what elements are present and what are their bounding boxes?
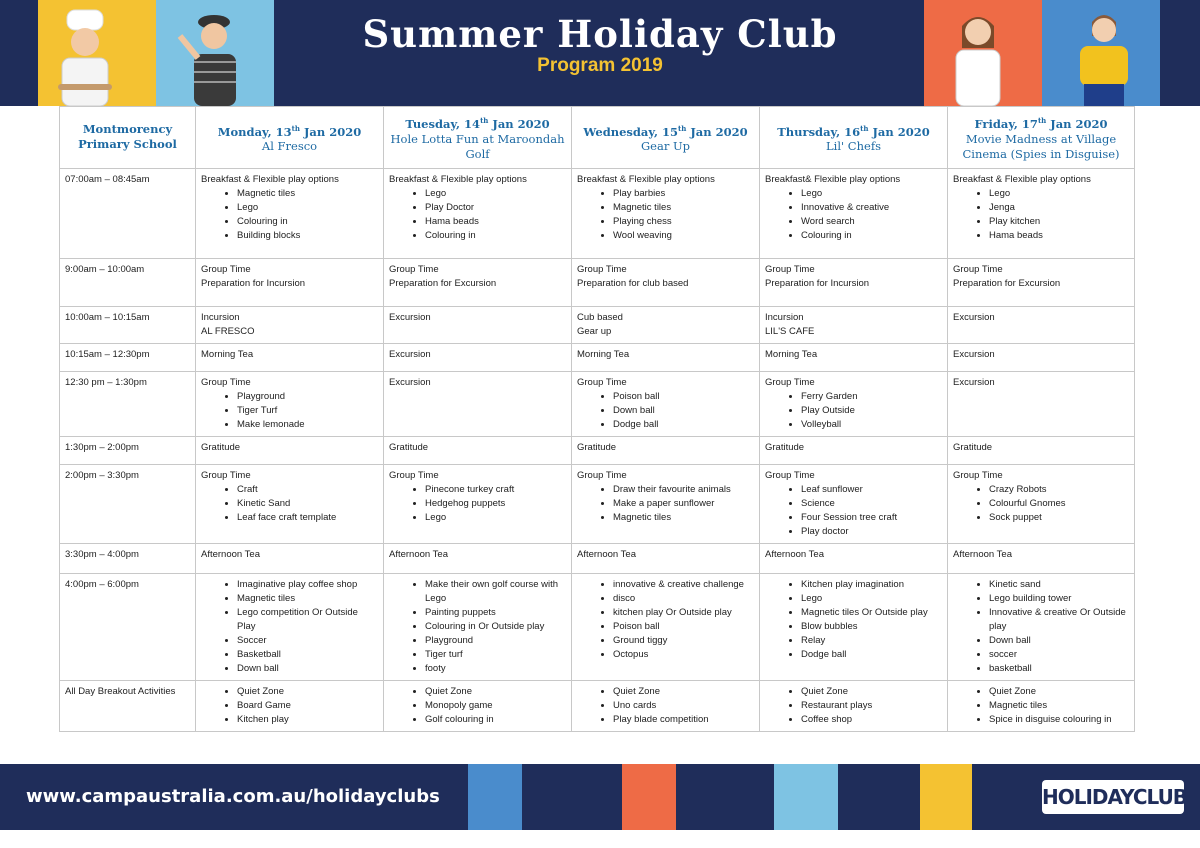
- activity-cell: [572, 258, 760, 306]
- list-item: • Science: [801, 497, 942, 511]
- list-item: • Spice in disguise colouring in: [989, 713, 1129, 727]
- table-row: [60, 343, 1135, 371]
- activity-list: [389, 578, 566, 676]
- activity-cell: [384, 168, 572, 258]
- list-item: • Quiet Zone: [801, 685, 942, 699]
- list-item: • Playground: [425, 634, 566, 648]
- list-item: • Poison ball: [613, 390, 754, 404]
- activity-cell: [196, 573, 384, 680]
- activity-text: Group Time: [765, 469, 815, 481]
- list-item: • Pinecone turkey craft: [425, 483, 566, 497]
- list-item: • Crazy Robots: [989, 483, 1129, 497]
- list-item: • Lego: [237, 201, 378, 215]
- footer-stripe-orange: [622, 764, 676, 830]
- activity-cell: [948, 436, 1135, 464]
- activity-list: [201, 483, 378, 525]
- time-slot: 10:00am – 10:15am: [60, 306, 196, 343]
- activity-text: Group Time: [577, 376, 627, 388]
- list-item: • Colourful Gnomes: [989, 497, 1129, 511]
- list-item: • Down ball: [613, 404, 754, 418]
- activity-text: AL FRESCO: [201, 325, 255, 337]
- activity-text: Excursion: [389, 348, 431, 360]
- activity-text: Group Time: [577, 469, 627, 481]
- activity-list: [389, 483, 566, 525]
- activity-text: Afternoon Tea: [765, 548, 824, 560]
- activity-cell: [384, 464, 572, 543]
- list-item: • Make lemonade: [237, 418, 378, 432]
- list-item: • Lego building tower: [989, 592, 1129, 606]
- schedule-table: [59, 106, 1135, 732]
- list-item: • Basketball: [237, 648, 378, 662]
- activity-text: Group Time: [201, 263, 251, 275]
- activity-cell: [760, 258, 948, 306]
- list-item: • Play barbies: [613, 187, 754, 201]
- day-date-text: Monday, 13: [217, 124, 292, 139]
- activity-cell: [948, 371, 1135, 436]
- activity-text: Group Time: [389, 263, 439, 275]
- activity-text: Morning Tea: [577, 348, 630, 360]
- day-header: [760, 107, 948, 169]
- list-item: • Magnetic tiles: [237, 592, 378, 606]
- day-header: [948, 107, 1135, 169]
- activity-text: Excursion: [953, 348, 995, 360]
- list-item: • Painting puppets: [425, 606, 566, 620]
- list-item: • Lego: [425, 511, 566, 525]
- activity-text: Breakfast & Flexible play options: [389, 173, 527, 185]
- activity-text: Breakfast & Flexible play options: [201, 173, 339, 185]
- day-theme: Lil' Chefs: [826, 139, 881, 154]
- activity-cell: [760, 573, 948, 680]
- activity-cell: [572, 306, 760, 343]
- activity-list: [201, 578, 378, 676]
- activity-text: Gratitude: [389, 441, 429, 453]
- activity-cell: [572, 680, 760, 731]
- day-theme: Gear Up: [640, 139, 691, 154]
- list-item: • Kinetic Sand: [237, 497, 378, 511]
- list-item: • basketball: [989, 662, 1129, 676]
- activity-list: [201, 390, 378, 432]
- activity-cell: [384, 436, 572, 464]
- activity-text: Incursion: [765, 311, 804, 323]
- activity-text: Preparation for club based: [577, 277, 689, 289]
- day-header: [572, 107, 760, 169]
- list-item: • Hedgehog puppets: [425, 497, 566, 511]
- footer-stripe-blue: [468, 764, 522, 830]
- activity-cell: [948, 306, 1135, 343]
- list-item: • Leaf sunflower: [801, 483, 942, 497]
- activity-list: [577, 483, 754, 525]
- activity-text: Excursion: [389, 311, 431, 323]
- list-item: • Play kitchen: [989, 215, 1129, 229]
- list-item: • Craft: [237, 483, 378, 497]
- list-item: • Colouring in Or Outside play: [425, 620, 566, 634]
- activity-cell: [760, 343, 948, 371]
- activity-cell: [572, 343, 760, 371]
- list-item: • Wool weaving: [613, 229, 754, 243]
- activity-list: [953, 578, 1129, 676]
- activity-text: Afternoon Tea: [201, 548, 260, 560]
- list-item: • Hama beads: [425, 215, 566, 229]
- activity-text: Group Time: [201, 376, 251, 388]
- list-item: • Tiger Turf: [237, 404, 378, 418]
- day-date-text: Thursday, 16: [777, 124, 861, 139]
- activity-text: Group Time: [953, 469, 1003, 481]
- time-slot: 4:00pm – 6:00pm: [60, 573, 196, 680]
- activity-text: Afternoon Tea: [577, 548, 636, 560]
- activity-cell: [948, 343, 1135, 371]
- activity-text: Group Time: [389, 469, 439, 481]
- list-item: • Golf colouring in: [425, 713, 566, 727]
- list-item: • Ferry Garden: [801, 390, 942, 404]
- list-item: • Octopus: [613, 648, 754, 662]
- list-item: • Quiet Zone: [237, 685, 378, 699]
- activity-cell: [384, 306, 572, 343]
- activity-cell: [384, 258, 572, 306]
- list-item: • Volleyball: [801, 418, 942, 432]
- activity-text: Group Time: [577, 263, 627, 275]
- day-date-suffix: th: [860, 123, 869, 133]
- activity-cell: [196, 680, 384, 731]
- table-row: [60, 543, 1135, 573]
- time-slot: 9:00am – 10:00am: [60, 258, 196, 306]
- activity-cell: [948, 543, 1135, 573]
- activity-cell: [760, 371, 948, 436]
- list-item: • Word search: [801, 215, 942, 229]
- activity-list: [953, 187, 1129, 243]
- activity-cell: [572, 573, 760, 680]
- list-item: • Down ball: [989, 634, 1129, 648]
- day-date-month: Jan 2020: [868, 124, 930, 139]
- day-date-suffix: th: [480, 116, 489, 125]
- activity-text: Gratitude: [577, 441, 617, 453]
- activity-text: Breakfast & Flexible play options: [577, 173, 715, 185]
- header-banner: [0, 0, 1200, 106]
- activity-text: Excursion: [953, 376, 995, 388]
- list-item: • Coffee shop: [801, 713, 942, 727]
- day-date-text: Tuesday, 14: [405, 116, 481, 131]
- table-row: [60, 371, 1135, 436]
- list-item: • Hama beads: [989, 229, 1129, 243]
- time-slot: 1:30pm – 2:00pm: [60, 436, 196, 464]
- list-item: • Make their own golf course with Lego: [425, 578, 566, 606]
- activity-text: Preparation for Excursion: [953, 277, 1061, 289]
- activity-text: Gratitude: [953, 441, 993, 453]
- activity-text: Incursion: [201, 311, 240, 323]
- table-row: [60, 464, 1135, 543]
- activity-cell: [948, 168, 1135, 258]
- activity-cell: [760, 680, 948, 731]
- list-item: • Magnetic tiles: [613, 511, 754, 525]
- list-item: • Quiet Zone: [613, 685, 754, 699]
- list-item: • Leaf face craft template: [237, 511, 378, 525]
- list-item: • Play blade competition: [613, 713, 754, 727]
- table-row: [60, 573, 1135, 680]
- activity-cell: [572, 371, 760, 436]
- activity-text: Breakfast& Flexible play options: [765, 173, 901, 185]
- activity-text: Excursion: [389, 376, 431, 388]
- list-item: • Colouring in: [237, 215, 378, 229]
- table-row: [60, 258, 1135, 306]
- activity-cell: [572, 543, 760, 573]
- activity-cell: [760, 464, 948, 543]
- footer-stripe-lightblue: [774, 764, 838, 830]
- activity-list: [577, 187, 754, 243]
- day-date-text: Friday, 17: [974, 116, 1038, 131]
- list-item: • Sock puppet: [989, 511, 1129, 525]
- school-name: Montmorency Primary School: [60, 107, 196, 169]
- list-item: • Uno cards: [613, 699, 754, 713]
- activity-text: Gratitude: [201, 441, 241, 453]
- list-item: • Poison ball: [613, 620, 754, 634]
- activity-cell: [196, 436, 384, 464]
- list-item: • Lego competition Or Outside Play: [237, 606, 378, 634]
- day-date: [575, 121, 756, 140]
- activity-text: LIL'S CAFE: [765, 325, 815, 337]
- footer-banner: [0, 764, 1200, 830]
- activity-cell: [384, 343, 572, 371]
- activity-cell: [384, 543, 572, 573]
- list-item: • Quiet Zone: [425, 685, 566, 699]
- activity-text: Group Time: [765, 376, 815, 388]
- activity-cell: [196, 371, 384, 436]
- list-item: • Dodge ball: [613, 418, 754, 432]
- activity-list: [765, 578, 942, 662]
- activity-cell: [196, 464, 384, 543]
- list-item: • Playground: [237, 390, 378, 404]
- list-item: • soccer: [989, 648, 1129, 662]
- time-slot: 07:00am – 08:45am: [60, 168, 196, 258]
- activity-list: [201, 685, 378, 727]
- activity-text: Preparation for Incursion: [765, 277, 870, 289]
- day-date-month: Jan 2020: [1046, 116, 1108, 131]
- activity-cell: [760, 168, 948, 258]
- day-header: [384, 107, 572, 169]
- activity-cell: [760, 436, 948, 464]
- list-item: • Play Doctor: [425, 201, 566, 215]
- activity-cell: [196, 343, 384, 371]
- table-row: [60, 306, 1135, 343]
- activity-cell: [384, 573, 572, 680]
- activity-cell: [196, 168, 384, 258]
- list-item: • Kitchen play imagination: [801, 578, 942, 592]
- activity-text: Morning Tea: [765, 348, 818, 360]
- table-header-row: [60, 107, 1135, 169]
- activity-list: [201, 187, 378, 243]
- activity-cell: [948, 258, 1135, 306]
- table-row: [60, 168, 1135, 258]
- list-item: • Four Session tree craft: [801, 511, 942, 525]
- activity-cell: [760, 306, 948, 343]
- list-item: • Colouring in: [801, 229, 942, 243]
- list-item: • Kinetic sand: [989, 578, 1129, 592]
- day-date-month: Jan 2020: [488, 116, 550, 131]
- activity-cell: [572, 436, 760, 464]
- list-item: • Innovative & creative: [801, 201, 942, 215]
- day-date-month: Jan 2020: [299, 124, 362, 139]
- list-item: • Magnetic tiles Or Outside play: [801, 606, 942, 620]
- activity-cell: [948, 680, 1135, 731]
- activity-list: [765, 685, 942, 727]
- list-item: • Play doctor: [801, 525, 942, 539]
- activity-text: Preparation for Incursion: [201, 277, 306, 289]
- list-item: • Colouring in: [425, 229, 566, 243]
- day-theme: Al Fresco: [261, 139, 318, 154]
- day-date-suffix: th: [677, 123, 687, 133]
- list-item: • Kitchen play: [237, 713, 378, 727]
- list-item: • Down ball: [237, 662, 378, 676]
- list-item: • Lego: [801, 592, 942, 606]
- list-item: • Make a paper sunflower: [613, 497, 754, 511]
- list-item: • kitchen play Or Outside play: [613, 606, 754, 620]
- activity-list: [953, 685, 1129, 727]
- list-item: • innovative & creative challenge: [613, 578, 754, 592]
- list-item: • Restaurant plays: [801, 699, 942, 713]
- time-slot: 3:30pm – 4:00pm: [60, 543, 196, 573]
- list-item: • Magnetic tiles: [237, 187, 378, 201]
- activity-text: Gratitude: [765, 441, 805, 453]
- page-subtitle: Program 2019: [537, 55, 663, 76]
- activity-list: [389, 685, 566, 727]
- activity-cell: [196, 258, 384, 306]
- list-item: • Play Outside: [801, 404, 942, 418]
- list-item: • Draw their favourite animals: [613, 483, 754, 497]
- activity-text: Breakfast & Flexible play options: [953, 173, 1091, 185]
- list-item: • Dodge ball: [801, 648, 942, 662]
- day-date: [199, 121, 380, 140]
- activity-list: [765, 483, 942, 539]
- list-item: • Playing chess: [613, 215, 754, 229]
- list-item: • Soccer: [237, 634, 378, 648]
- time-slot: All Day Breakout Activities: [60, 680, 196, 731]
- activity-list: [765, 390, 942, 432]
- website-link[interactable]: www.campaustralia.com.au/holidayclubs: [26, 786, 440, 807]
- day-date: [951, 113, 1131, 132]
- list-item: • Imaginative play coffee shop: [237, 578, 378, 592]
- day-date-suffix: th: [291, 123, 300, 133]
- activity-cell: [384, 371, 572, 436]
- activity-text: Group Time: [201, 469, 251, 481]
- day-theme: Hole Lotta Fun at Maroondah Golf: [390, 131, 565, 161]
- activity-text: Gear up: [577, 325, 612, 337]
- activity-text: Morning Tea: [201, 348, 254, 360]
- activity-text: Afternoon Tea: [389, 548, 448, 560]
- list-item: • Innovative & creative Or Outside play: [989, 606, 1129, 634]
- activity-text: Excursion: [953, 311, 995, 323]
- activity-list: [389, 187, 566, 243]
- list-item: • Magnetic tiles: [613, 201, 754, 215]
- activity-text: Preparation for Excursion: [389, 277, 497, 289]
- activity-list: [765, 187, 942, 243]
- activity-cell: [948, 464, 1135, 543]
- page-title: Summer Holiday Club: [362, 12, 838, 56]
- activity-cell: [948, 573, 1135, 680]
- list-item: • Tiger turf: [425, 648, 566, 662]
- list-item: • Building blocks: [237, 229, 378, 243]
- list-item: • Jenga: [989, 201, 1129, 215]
- list-item: • Lego: [801, 187, 942, 201]
- day-date-month: Jan 2020: [686, 124, 748, 139]
- day-theme: Movie Madness at Village Cinema (Spies in Disguise): [962, 131, 1120, 161]
- time-slot: 12:30 pm – 1:30pm: [60, 371, 196, 436]
- activity-text: Group Time: [953, 263, 1003, 275]
- list-item: • Blow bubbles: [801, 620, 942, 634]
- list-item: • Monopoly game: [425, 699, 566, 713]
- activity-cell: [572, 168, 760, 258]
- list-item: • Ground tiggy: [613, 634, 754, 648]
- footer-stripe-yellow: [920, 764, 972, 830]
- list-item: • Relay: [801, 634, 942, 648]
- list-item: • Magnetic tiles: [989, 699, 1129, 713]
- activity-list: [953, 483, 1129, 525]
- activity-cell: [196, 543, 384, 573]
- list-item: • Lego: [989, 187, 1129, 201]
- activity-text: Cub based: [577, 311, 623, 323]
- list-item: • Board Game: [237, 699, 378, 713]
- time-slot: 10:15am – 12:30pm: [60, 343, 196, 371]
- activity-text: Group Time: [765, 263, 815, 275]
- table-row: [60, 680, 1135, 731]
- day-date: [387, 113, 568, 132]
- table-body: [60, 168, 1135, 731]
- day-header: [196, 107, 384, 169]
- time-slot: 2:00pm – 3:30pm: [60, 464, 196, 543]
- list-item: • Lego: [425, 187, 566, 201]
- activity-cell: [572, 464, 760, 543]
- list-item: • Quiet Zone: [989, 685, 1129, 699]
- list-item: • footy: [425, 662, 566, 676]
- table-row: [60, 436, 1135, 464]
- activity-list: [577, 390, 754, 432]
- list-item: • disco: [613, 592, 754, 606]
- activity-cell: [196, 306, 384, 343]
- day-date-suffix: th: [1037, 116, 1047, 125]
- activity-cell: [384, 680, 572, 731]
- activity-cell: [760, 543, 948, 573]
- activity-list: [577, 685, 754, 727]
- day-date-text: Wednesday, 15: [583, 124, 678, 139]
- activity-list: [577, 578, 754, 662]
- holiday-club-logo: HOLIDAYCLUB: [1042, 780, 1184, 814]
- activity-text: Afternoon Tea: [953, 548, 1012, 560]
- day-date: [763, 121, 944, 140]
